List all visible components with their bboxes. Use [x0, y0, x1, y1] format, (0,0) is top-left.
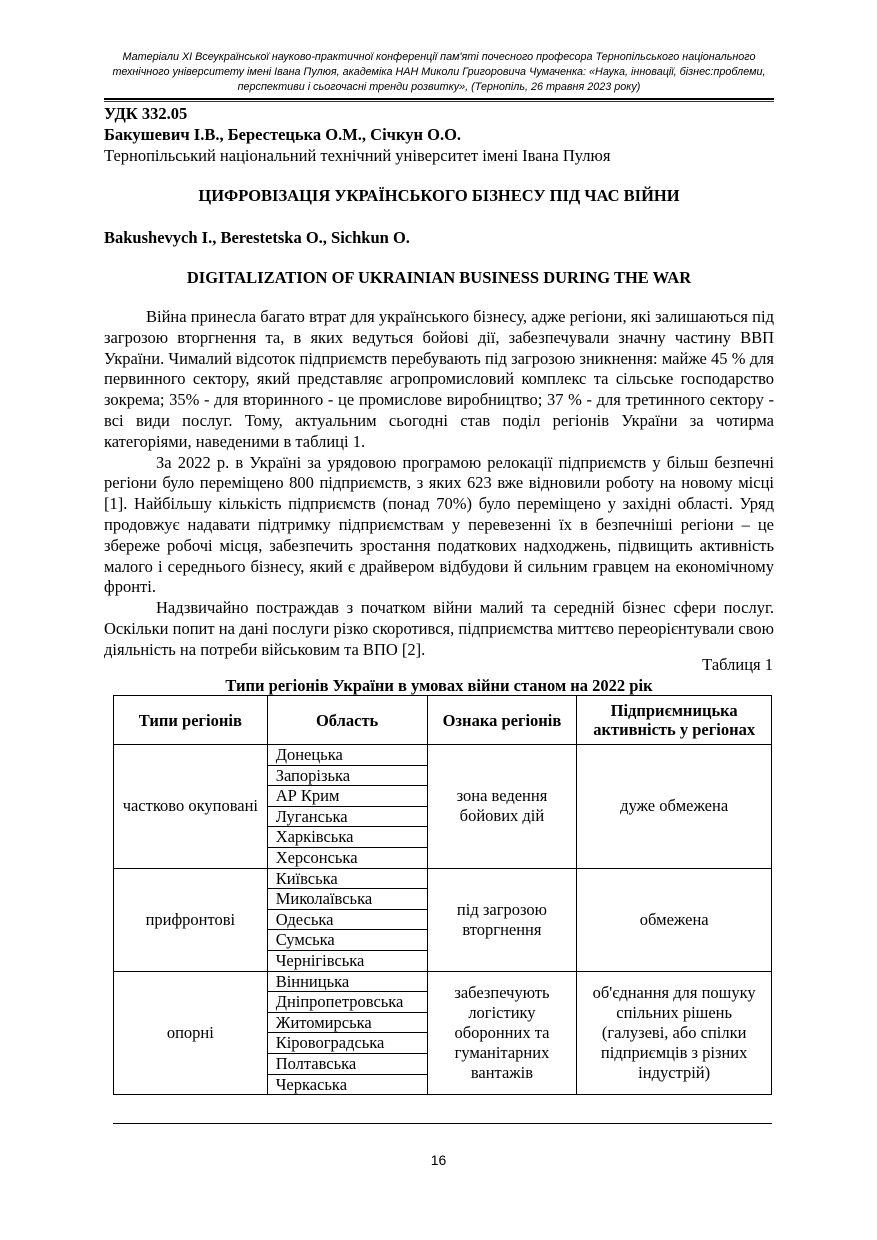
region-type-cell: частково окуповані	[114, 745, 268, 869]
table-header-row	[114, 696, 772, 745]
title-en: DIGITALIZATION OF UKRAINIAN BUSINESS DURING THE WAR	[186, 268, 692, 287]
paragraph: Надзвичайно постраждав з початком війни малий та середній бізнес сфери послуг. Оскільки попит на дані послуги різко скоротився, підприємства миттєво переорієнтували свою діяльність на потреби військовим та ВПО [2].	[104, 598, 774, 659]
table-number: Таблиця 1	[702, 655, 773, 674]
footer-rule	[113, 1123, 772, 1124]
affiliation: Тернопільський національний технічний університет імені Івана Пулюя	[104, 146, 611, 165]
oblast-cell: Полтавська	[267, 1053, 427, 1074]
oblast-cell: Одеська	[267, 909, 427, 930]
article-body	[104, 307, 774, 661]
region-sign-cell: забезпечують логістику оборонних та гуманітарних вантажів	[427, 971, 577, 1095]
oblast-cell: Черкаська	[267, 1074, 427, 1095]
page-number: 16	[430, 1152, 447, 1168]
oblast-cell: Сумська	[267, 930, 427, 951]
column-header: Область	[267, 696, 427, 745]
oblast-cell: Херсонська	[267, 847, 427, 868]
oblast-cell: Вінницька	[267, 971, 427, 992]
oblast-cell: АР Крим	[267, 786, 427, 807]
column-header: Підприємницька активність у регіонах	[577, 696, 772, 745]
oblast-cell: Миколаївська	[267, 889, 427, 910]
header-rule-secondary	[104, 101, 774, 102]
conference-header: Матеріали ХІ Всеукраїнської науково-практичної конференції пам'яті почесного професора Тернопільського національного технічного університету імені Івана Пулюя, академіка НАН Миколи Григоровича Чумаченка: «Наука, інновації, бізнес:проблеми, перспективи і сьогочасні тренди розвитку», (Тернопіль, 26 травня 2023 року)	[112, 51, 766, 93]
column-header: Типи регіонів	[114, 696, 268, 745]
region-type-cell: прифронтові	[114, 868, 268, 971]
authors-ua: Бакушевич І.В., Берестецька О.М., Січкун О.О.	[104, 125, 462, 144]
region-type-cell: опорні	[114, 971, 268, 1095]
region-sign-cell: під загрозою вторгнення	[427, 868, 577, 971]
table-row	[114, 971, 772, 992]
activity-cell: дуже обмежена	[577, 745, 772, 869]
regions-table	[113, 695, 772, 1095]
activity-cell: об'єднання для пошуку спільних рішень (галузеві, або спілки підприємців з різних індустрій)	[577, 971, 772, 1095]
oblast-cell: Донецька	[267, 745, 427, 766]
oblast-cell: Кіровоградська	[267, 1033, 427, 1054]
oblast-cell: Київська	[267, 868, 427, 889]
oblast-cell: Запорізька	[267, 765, 427, 786]
oblast-cell: Житомирська	[267, 1012, 427, 1033]
activity-cell: обмежена	[577, 868, 772, 971]
oblast-cell: Харківська	[267, 827, 427, 848]
title-ua: ЦИФРОВІЗАЦІЯ УКРАЇНСЬКОГО БІЗНЕСУ ПІД ЧАС ВІЙНИ	[198, 186, 680, 205]
oblast-cell: Чернігівська	[267, 950, 427, 971]
paragraph: Війна принесла багато втрат для українського бізнесу, адже регіони, які залишаються під загрозою вторгнення та, в яких ведуться бойові дії, забезпечували значну частину ВВП України. Чималий відсоток підприємств перебувають під загрозою зникнення: майже 45 % для первинного сектору, який представляє агропромисловий комплекс та сільське господарство зокрема; 35% - для вторинного - це промислове виробництво; 37 % - для третинного сектору - всі види послуг. Тому, актуальним сьогодні став поділ регіонів України за чотирма категоріями, наведеними в таблиці 1.	[104, 307, 774, 451]
oblast-cell: Дніпропетровська	[267, 992, 427, 1013]
table-row	[114, 868, 772, 889]
region-sign-cell: зона ведення бойових дій	[427, 745, 577, 869]
oblast-cell: Луганська	[267, 806, 427, 827]
udk-code: УДК 332.05	[104, 104, 188, 123]
table-caption: Типи регіонів України в умовах війни станом на 2022 рік	[225, 676, 653, 695]
paragraph: За 2022 р. в Україні за урядовою програмою релокації підприємств у більш безпечні регіони було переміщено 800 підприємств, з яких 623 вже відновили роботу на новому місці [1]. Найбільшу кількість підприємств (понад 70%) було переміщено у західні області. Уряд продовжує надавати підтримку підприємствам у перевезенні їх в безпечніші регіони – це збереже робочі місця, забезпечить зростання податкових надходжень, підвищить активність малого і середнього бізнесу, який є драйвером відбудови й сильним гравцем на економічному фронті.	[104, 452, 774, 597]
column-header: Ознака регіонів	[427, 696, 577, 745]
header-rule	[104, 98, 774, 100]
authors-en: Bakushevych I., Berestetska O., Sichkun O.	[104, 228, 410, 247]
table-row	[114, 745, 772, 766]
